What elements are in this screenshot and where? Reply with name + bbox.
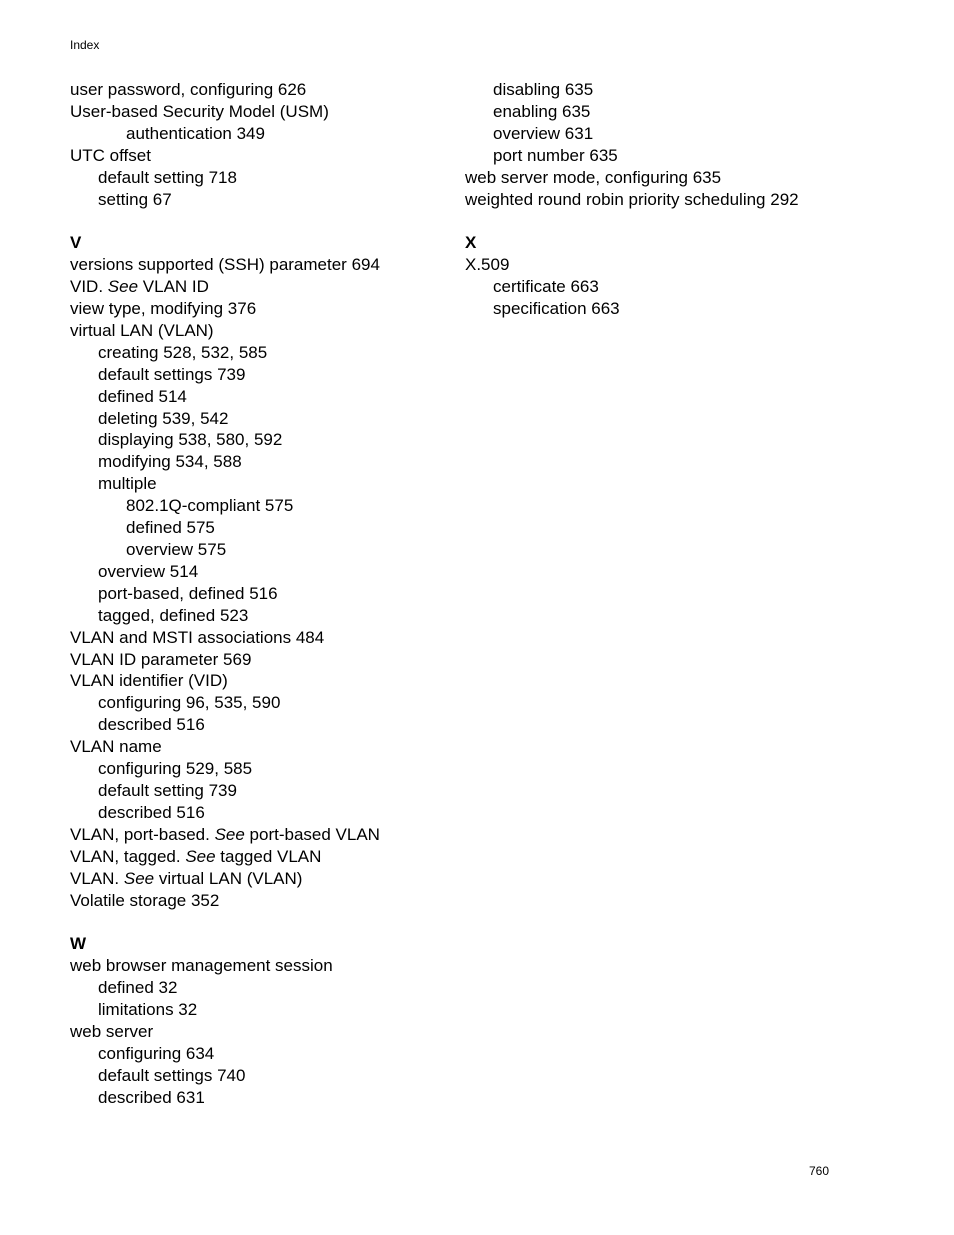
- index-entry: user password, configuring 626: [70, 80, 307, 99]
- index-subentry: setting 67: [98, 189, 172, 209]
- index-entry: VLAN ID parameter 569: [70, 649, 252, 669]
- index-subentry: default setting 718: [98, 167, 237, 187]
- index-subentry: default settings 739: [98, 364, 246, 384]
- index-subentry: limitations 32: [98, 1000, 198, 1020]
- index-entry: web server: [70, 1021, 154, 1041]
- section-letter: W: [70, 934, 87, 954]
- index-entry: Volatile storage 352: [70, 890, 220, 910]
- index-entry: versions supported (SSH) parameter 694: [70, 255, 380, 275]
- entry-text: VID.: [70, 277, 108, 297]
- index-subentry: port-based, defined 516: [98, 583, 278, 603]
- index-subentry: certificate 663: [493, 277, 599, 297]
- index-entry: view type, modifying 376: [70, 299, 257, 319]
- index-subentry: described 516: [98, 802, 205, 822]
- index-subentry: default setting 739: [98, 780, 237, 800]
- index-subentry: creating 528, 532, 585: [98, 342, 268, 362]
- entry-text: VLAN, tagged.: [70, 846, 186, 866]
- index-column-right: [465, 79, 885, 320]
- index-entry: VLAN identifier (VID): [70, 671, 228, 691]
- index-subentry: tagged, defined 523: [98, 605, 249, 625]
- index-subentry: overview 514: [98, 561, 199, 581]
- index-subentry: deleting 539, 542: [98, 408, 229, 428]
- index-subentry: authentication 349: [126, 123, 265, 143]
- index-subentry: described 516: [98, 715, 205, 735]
- index-subentry: specification 663: [493, 299, 620, 319]
- index-column-left: [70, 79, 450, 1109]
- cross-reference-target: virtual LAN (VLAN): [154, 868, 303, 888]
- index-entry: [70, 846, 450, 868]
- index-entry: web browser management session: [70, 956, 333, 976]
- section-spacer: [70, 210, 450, 232]
- index-subentry: defined 514: [98, 386, 187, 406]
- index-entry: UTC offset: [70, 145, 151, 165]
- cross-reference-target: VLAN ID: [138, 277, 209, 297]
- index-subentry: overview 575: [126, 540, 227, 560]
- index-subentry: multiple: [98, 474, 157, 494]
- page-number: 760: [809, 1164, 830, 1178]
- see-reference: See: [123, 868, 155, 888]
- index-subentry: enabling 635: [493, 101, 591, 121]
- index-subentry: overview 631: [493, 123, 594, 143]
- index-subentry: port number 635: [493, 145, 618, 165]
- see-reference: See: [214, 824, 245, 844]
- section-letter: X: [465, 233, 477, 253]
- index-entry: X.509: [465, 255, 510, 275]
- index-entry: [70, 868, 450, 890]
- index-entry: [70, 276, 450, 298]
- index-entry: virtual LAN (VLAN): [70, 320, 214, 340]
- see-reference: See: [185, 846, 216, 866]
- index-subentry: configuring 96, 535, 590: [98, 693, 281, 713]
- cross-reference-target: tagged VLAN: [215, 846, 322, 866]
- section-letter: V: [70, 233, 82, 253]
- running-header: Index: [70, 38, 100, 52]
- index-entry: [70, 824, 450, 846]
- index-entry: VLAN and MSTI associations 484: [70, 627, 325, 647]
- index-subentry: modifying 534, 588: [98, 452, 242, 472]
- section-spacer: [70, 911, 450, 933]
- entry-text: VLAN.: [70, 868, 124, 888]
- cross-reference-target: port-based VLAN: [244, 824, 380, 844]
- index-subentry: configuring 634: [98, 1043, 215, 1063]
- index-subentry: disabling 635: [493, 80, 594, 99]
- index-subentry: described 631: [98, 1087, 205, 1107]
- index-entry: web server mode, configuring 635: [465, 167, 722, 187]
- index-subentry: defined 32: [98, 978, 178, 998]
- index-subentry: displaying 538, 580, 592: [98, 430, 283, 450]
- index-subentry: configuring 529, 585: [98, 759, 253, 779]
- index-subentry: 802.1Q-compliant 575: [126, 496, 294, 516]
- entry-text: VLAN, port-based.: [70, 824, 215, 844]
- index-subentry: defined 575: [126, 518, 215, 538]
- see-reference: See: [107, 277, 139, 297]
- section-spacer: [465, 210, 885, 232]
- index-entry: weighted round robin priority scheduling 292: [465, 189, 799, 209]
- index-entry: User-based Security Model (USM): [70, 101, 329, 121]
- index-subentry: default settings 740: [98, 1065, 246, 1085]
- index-entry: VLAN name: [70, 737, 162, 757]
